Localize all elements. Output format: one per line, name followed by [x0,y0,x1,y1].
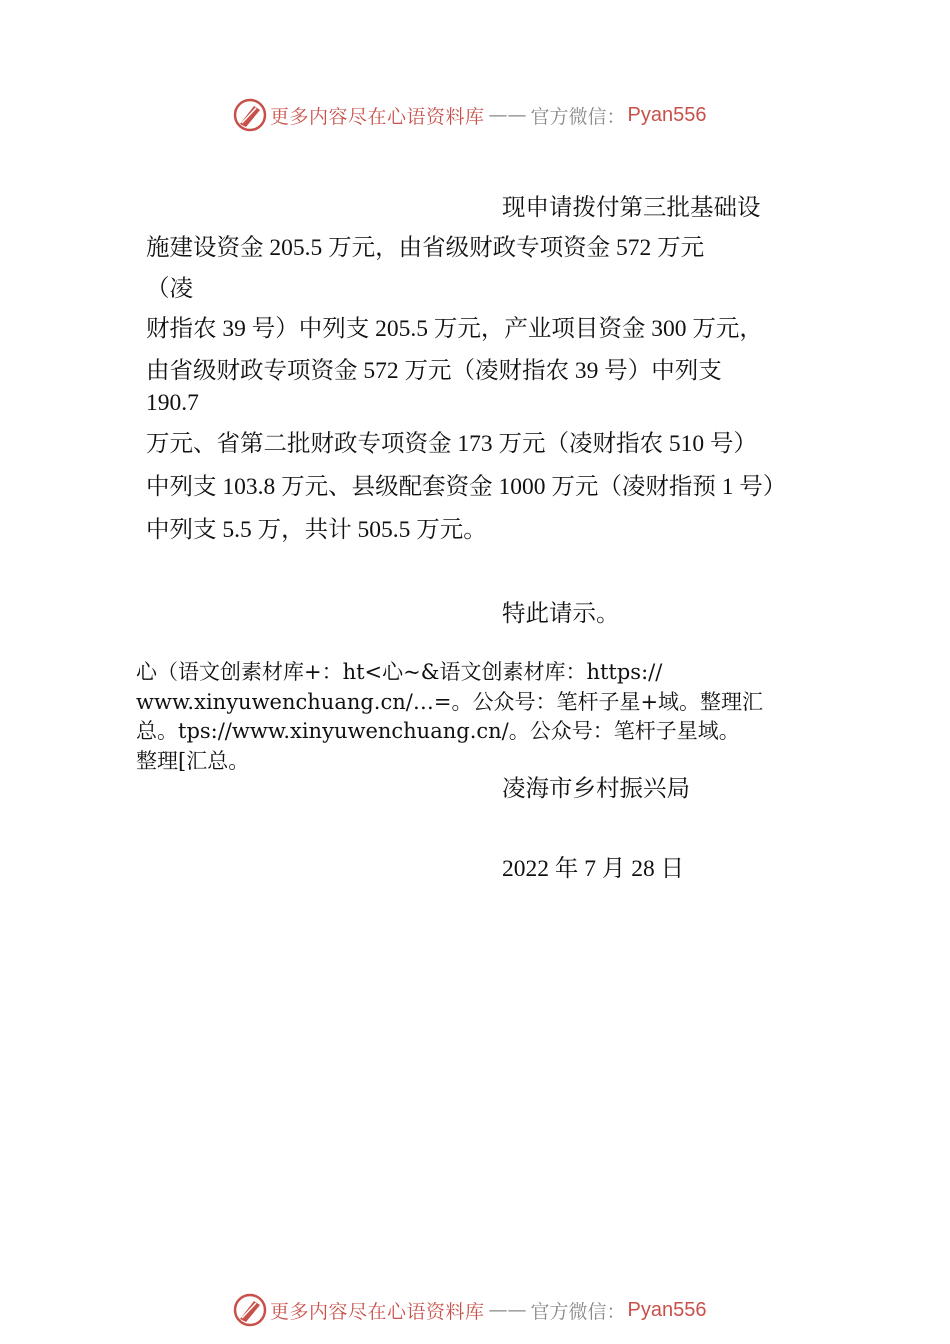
signature: 凌海市乡村振兴局 [502,776,690,802]
banner-dash: —— [488,1299,527,1321]
body-line: （凌 [146,276,193,302]
body-line: 由省级财政专项资金 572 万元（凌财指农 39 号）中列支 [146,358,722,384]
banner-wechat-label: 官方微信： [530,105,626,128]
body-line: 万元、省第二批财政专项资金 173 万元（凌财指农 510 号） [146,431,757,457]
date: 2022 年 7 月 28 日 [502,856,685,882]
watermark-text: 心（语文创素材库+：ht<心~&语文创素材库：https:// www.xinyuwenchuang.cn/…=。公众号：笔杆子星+域。整理汇 总。tps://www.xinyuwenchuang.cn/。公众号：笔杆子星域。 整理[汇总。 [136,660,764,773]
body-line: 财指农 39 号）中列支 205.5 万元，产业项目资金 300 万元， [146,316,763,342]
body-line: 中列支 103.8 万元、县级配套资金 1000 万元（凌财指预 1 号） [146,474,787,500]
banner-wechat-id: Pyan556 [627,103,707,126]
body-line: 现申请拨付第三批基础设 [502,195,761,221]
body-line: 施建设资金 205.5 万元，由省级财政专项资金 572 万元 [146,235,705,261]
banner-slogan: 更多内容尽在心语资料库 [270,1300,485,1323]
pen-nib-logo-icon [232,1292,268,1328]
banner-wechat-id: Pyan556 [627,1298,707,1321]
body-line: 190.7 [146,390,199,416]
closing-line: 特此请示。 [502,601,620,627]
pen-nib-logo-icon [232,97,268,133]
banner-dash: —— [488,104,527,126]
header-banner [232,95,707,135]
banner-wechat-label: 官方微信： [530,1300,626,1323]
footer-banner [232,1290,707,1330]
banner-slogan: 更多内容尽在心语资料库 [270,105,485,128]
body-line: 中列支 5.5 万，共计 505.5 万元。 [146,517,487,543]
